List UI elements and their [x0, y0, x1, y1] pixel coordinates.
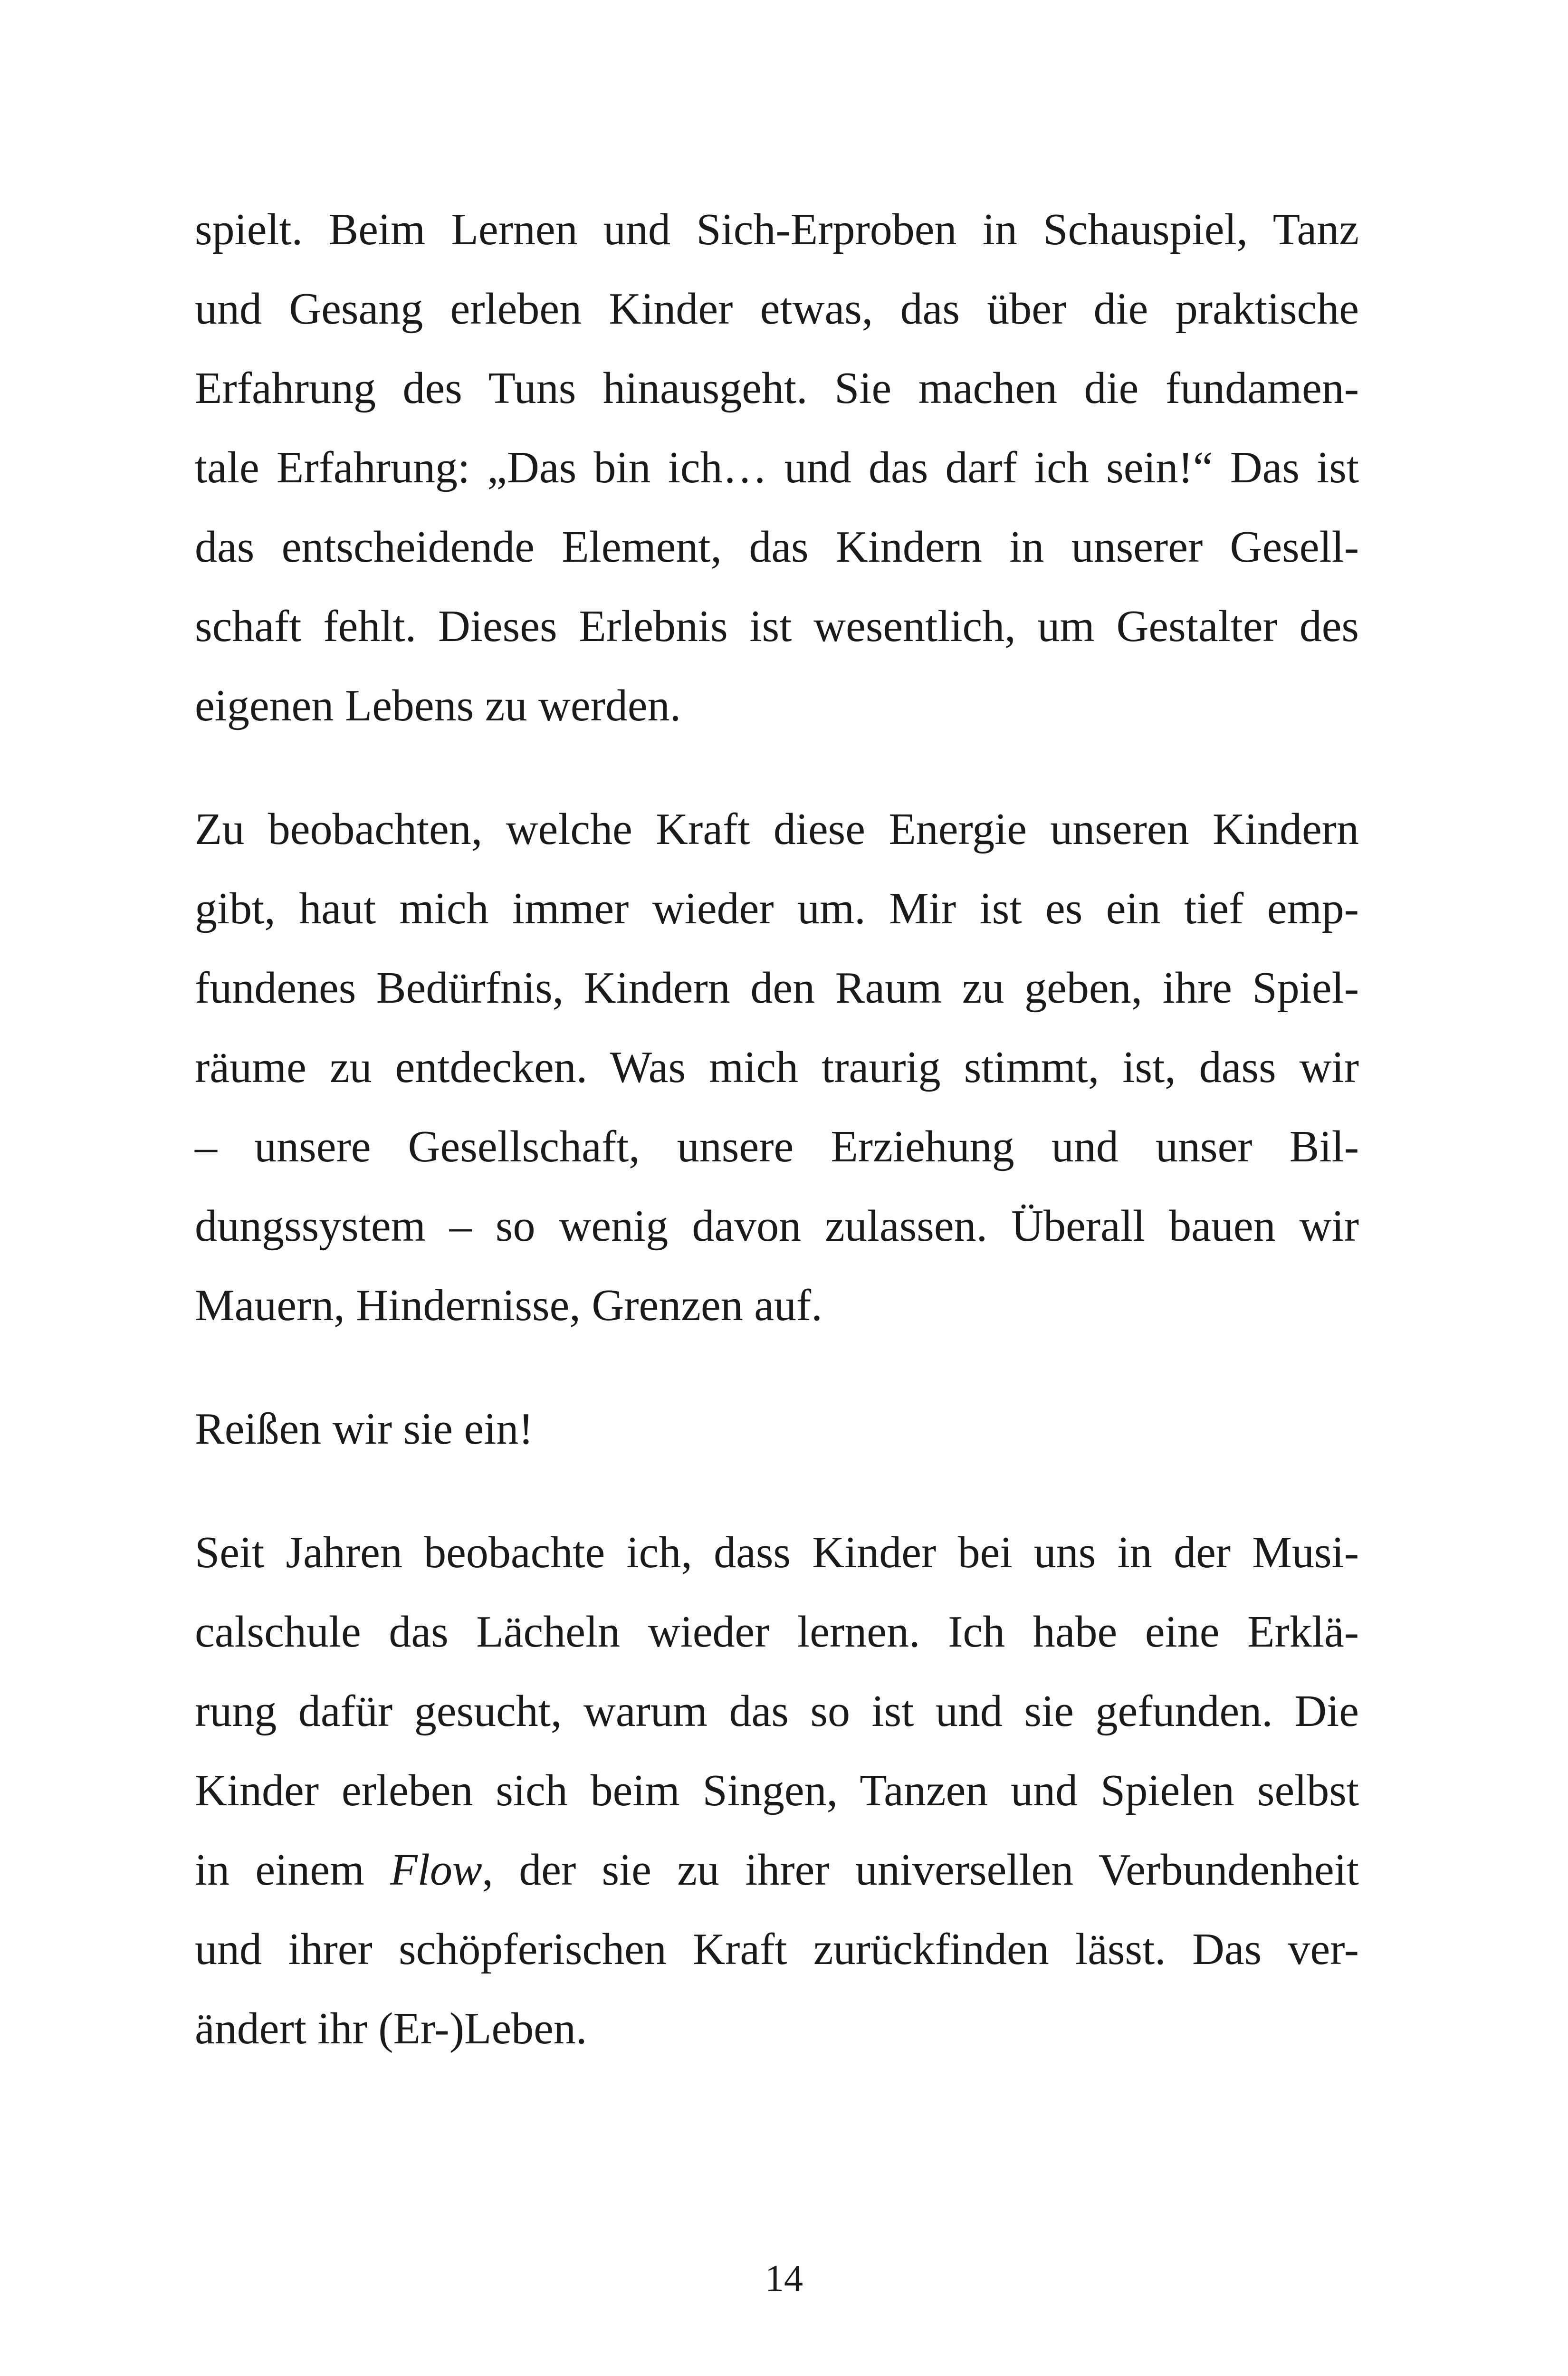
text-line: das entscheidende Element, das Kindern in unserer Gesell- — [195, 522, 1359, 572]
text-line: tale Erfahrung: „Das bin ich… und das darf ich sein!“ Das ist — [195, 443, 1359, 492]
text-fragment: , der sie zu ihrer universellen Verbundenheit — [482, 1845, 1359, 1895]
text-fragment: in einem — [195, 1845, 391, 1895]
text-line: Reißen wir sie ein! — [195, 1404, 534, 1454]
text-line: gibt, haut mich immer wieder um. Mir ist es ein tief emp- — [195, 884, 1359, 933]
text-line: Kinder erleben sich beim Singen, Tanzen und Spielen selbst — [195, 1766, 1359, 1815]
text-line: rung dafür gesucht, warum das so ist und sie gefunden. Die — [195, 1686, 1359, 1736]
page-number: 14 — [765, 2258, 803, 2299]
text-line: schaft fehlt. Dieses Erlebnis ist wesentlich, um Gestalter des — [195, 602, 1359, 651]
text-line: und Gesang erleben Kinder etwas, das über die praktische — [195, 284, 1359, 334]
emphasized-word: Flow — [390, 1845, 482, 1895]
text-line: Erfahrung des Tuns hinausgeht. Sie machen die fundamen- — [195, 364, 1359, 413]
text-line: eigenen Lebens zu werden. — [195, 681, 681, 730]
text-line: spielt. Beim Lernen und Sich-Erproben in Schauspiel, Tanz — [195, 205, 1359, 254]
text-line: ändert ihr (Er-)Leben. — [195, 2004, 587, 2053]
text-line: calschule das Lächeln wieder lernen. Ich habe eine Erklä- — [195, 1607, 1359, 1657]
text-line: – unsere Gesellschaft, unsere Erziehung und unser Bil- — [195, 1122, 1359, 1171]
text-line: Zu beobachten, welche Kraft diese Energie unseren Kindern — [195, 805, 1359, 854]
paragraph-2 — [195, 790, 1359, 1345]
text-line — [195, 1830, 1359, 1910]
text-line: dungssystem – so wenig davon zulassen. Überall bauen wir — [195, 1201, 1359, 1251]
paragraph-1 — [195, 190, 1359, 746]
text-line: Mauern, Hindernisse, Grenzen auf. — [195, 1281, 822, 1330]
text-line: fundenes Bedürfnis, Kindern den Raum zu geben, ihre Spiel- — [195, 963, 1359, 1013]
paragraph-3 — [195, 1389, 1359, 1469]
text-line: Seit Jahren beobachte ich, dass Kinder bei uns in der Musi- — [195, 1528, 1359, 1577]
text-line: und ihrer schöpferischen Kraft zurückfinden lässt. Das ver- — [195, 1925, 1359, 1974]
body-text — [195, 190, 1359, 2113]
text-line: räume zu entdecken. Was mich traurig stimmt, ist, dass wir — [195, 1043, 1359, 1092]
paragraph-4 — [195, 1513, 1359, 2069]
